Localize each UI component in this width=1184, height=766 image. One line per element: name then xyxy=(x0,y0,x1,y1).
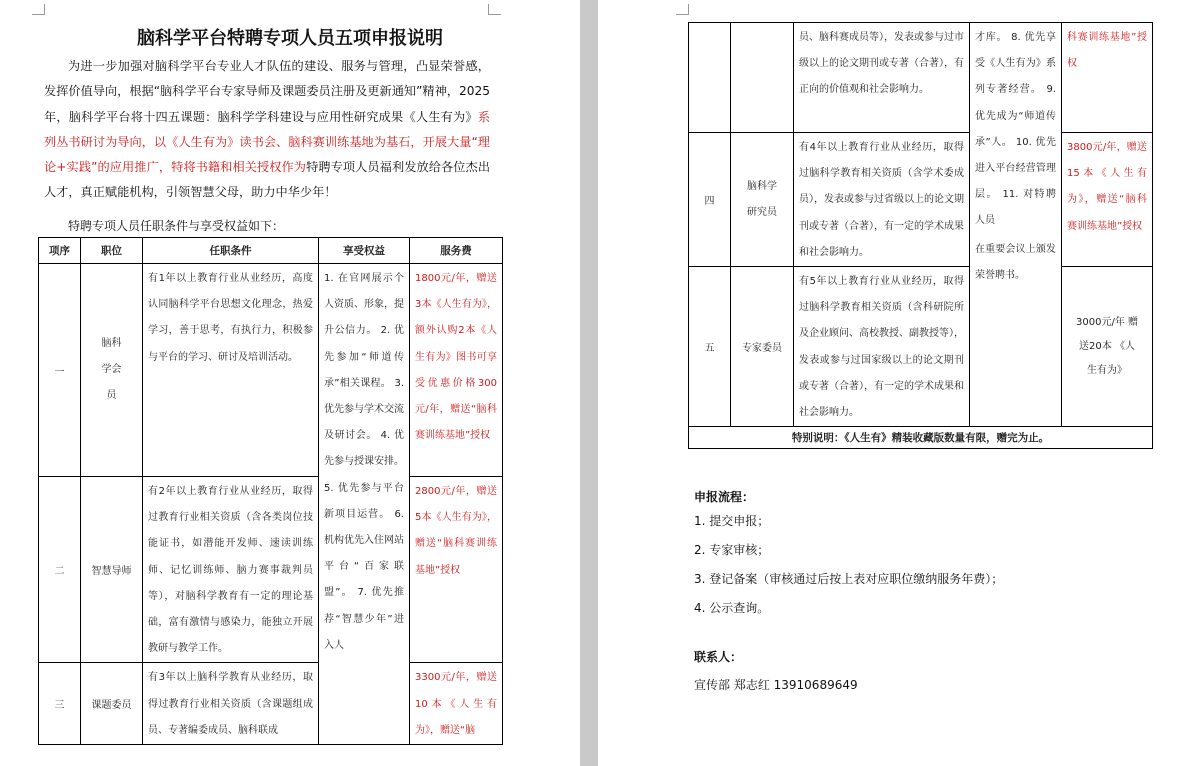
intro-text-end: 特聘专项人员福利发放给各位杰出人才，真正赋能机构，引领智慧父母，助力中华少年！ xyxy=(44,160,491,200)
table-row xyxy=(689,133,1153,267)
process-step: 3. 登记备案（审核通过后按上表对应职位缴纳服务年费）； xyxy=(694,572,1004,586)
row-number: 四 xyxy=(689,133,731,267)
page-2 xyxy=(598,0,1184,766)
col-header: 职位 xyxy=(81,238,143,264)
row-number: 五 xyxy=(689,267,731,427)
document-title: 脑科学平台特聘专项人员五项申报说明 xyxy=(137,28,443,49)
crop-mark xyxy=(32,4,45,15)
row-conditions: 有5年以上教育行业从业经历，取得过脑科学教育相关资质（含科研院所及企业顾问、高校教授、副教授等），发表或参与过国家级以上的论文期刊或专著（合著），有一定的学术成果和社会影响力。 xyxy=(794,267,970,427)
page-gutter xyxy=(580,0,598,766)
row-number: 三 xyxy=(39,663,81,745)
row-fee: 1800元/年，赠送3本《人生有为》，额外认购2本《人生有为》图书可享受优惠价格300元/年，赠送“脑科赛训练基地”授权 xyxy=(410,264,503,477)
row-position: 专家委员 xyxy=(731,267,794,427)
contact-line: 宣传部 郑志红 13910689649 xyxy=(694,678,858,692)
row-number xyxy=(689,23,731,133)
row-position: 智慧导师 xyxy=(81,477,143,663)
row-conditions: 员、脑科赛成员等），发表或参与过市级以上的论文期刊或专著（合著），有正向的价值观和社会影响力。 xyxy=(794,23,970,133)
table-caption: 特聘专项人员任职条件与享受权益如下： xyxy=(68,219,285,233)
table-row xyxy=(39,477,503,663)
row-position: 脑科学会员 xyxy=(81,264,143,477)
special-note: 特别说明：《人生有》精装收藏版数量有限，赠完为止。 xyxy=(689,427,1153,449)
table-note-row xyxy=(689,427,1153,449)
row-fee: 3300元/年，赠送10本《人生有为》，赠送“脑 xyxy=(410,663,503,745)
process-steps xyxy=(694,510,1003,626)
col-header: 项序 xyxy=(39,238,81,264)
table-row xyxy=(689,23,1153,133)
row-conditions: 有3年以上脑科学教育从业经历，取得过教育行业相关资质（含课题组成员、专著编委成员、脑科联成 xyxy=(143,663,319,745)
table-row xyxy=(39,264,503,477)
process-heading: 申报流程： xyxy=(694,490,755,504)
row-conditions: 有4年以上教育行业从业经历，取得过脑科学教育相关资质（含学术委成员），发表或参与过省级以上的论文期刊或专著（合著），有一定的学术成果和社会影响力。 xyxy=(794,133,970,267)
positions-table-continued xyxy=(688,22,1153,449)
intro-highlight: 系列丛书研讨为导向，以《人生有为》读书会、脑科赛训练基地为基石，开展大量“理论+实践”的应用推广，特将书籍和相关授权作为 xyxy=(44,109,490,175)
row-fee: 3800元/年，赠送15本《人生有为》，赠送“脑科赛训练基地”授权 xyxy=(1062,133,1153,267)
process-step: 4. 公示查询。 xyxy=(694,601,770,615)
page-1 xyxy=(0,0,580,766)
table-row xyxy=(39,663,503,745)
intro-text: 为进一步加强对脑科学平台专业人才队伍的建设、服务与管理，凸显荣誉感，发挥价值导向，根据“脑科学平台专家导师及课题委员注册及更新通知”精神，2025年，脑科学平台将十四五课题：脑科学学科建设与应用性研究成果《人生有为》 xyxy=(44,59,490,124)
row-conditions: 有1年以上教育行业从业经历，高度认同脑科学平台思想文化理念，热爱学习，善于思考，有执行力，积极参与平台的学习、研讨及培训活动。 xyxy=(143,264,319,477)
row-benefits: 1. 在官网展示个人资质、形象，提升公信力。 2. 优先参加“师道传承”相关课程。 3. 优先参与学术交流及研讨会。 4. 优先参与授课安排。 5. 优先参与平台新项目运营。 6. 机构优先入住网站平台“百家联盟”。 7. 优先推荐“智慧少年”进入人 xyxy=(319,264,410,745)
positions-table xyxy=(38,237,503,745)
crop-mark xyxy=(488,4,501,15)
col-header: 服务费 xyxy=(410,238,503,264)
row-fee: 3000元/年 赠送20本 《人生有为》 xyxy=(1062,267,1153,427)
row-number: 二 xyxy=(39,477,81,663)
intro-paragraph xyxy=(44,54,490,206)
process-step: 1. 提交申报； xyxy=(694,514,770,528)
crop-mark xyxy=(676,4,689,15)
row-position xyxy=(731,23,794,133)
row-number: 一 xyxy=(39,264,81,477)
col-header: 享受权益 xyxy=(319,238,410,264)
row-fee: 2800元/年，赠送5本《人生有为》，赠送“脑科赛训练基地”授权 xyxy=(410,477,503,663)
col-header: 任职条件 xyxy=(143,238,319,264)
contact-heading: 联系人： xyxy=(694,650,743,664)
process-step: 2. 专家审核； xyxy=(694,543,770,557)
row-conditions: 有2年以上教育行业从业经历，取得过教育行业相关资质（含各类岗位技能证书，如潜能开发师、速读训练师、记忆训练师、脑力赛事裁判员等），对脑科学教育有一定的理论基础，富有激情与感染力，能独立开展教研与教学工作。 xyxy=(143,477,319,663)
table-row xyxy=(689,267,1153,427)
row-position: 课题委员 xyxy=(81,663,143,745)
table-header-row xyxy=(39,238,503,264)
row-benefits: 才库。 8. 优先享受《人生有为》系列专著经营。 9. 优先成为“师道传承”人。 10. 优先进入平台经营管理层。 11. 对特聘人员 在重要会议上颁发荣誉聘书。 xyxy=(970,23,1062,427)
row-position: 脑科学研究员 xyxy=(731,133,794,267)
row-fee: 科赛训练基地”授权 xyxy=(1062,23,1153,133)
